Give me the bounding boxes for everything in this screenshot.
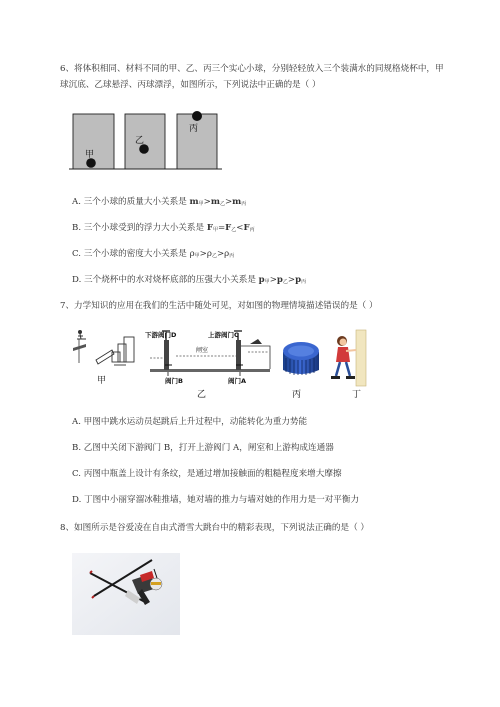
ball-bing-label: 丙 [189,124,199,134]
q7-stem-line1: 7、力学知识的应用在我们的生活中随处可见，对如图的物理情境描述错误的是（ ） [60,301,378,311]
q6-option-c[interactable]: C. 三个小球的密度大小关系是 ρ甲>ρ乙>ρ丙 [72,249,235,259]
q6-option-a[interactable]: A. 三个小球的质量大小关系是 m甲>m乙>m丙 [72,197,247,207]
gate-c-label: 上游阀门C [208,331,239,339]
q6-option-b[interactable]: B. 三个小球受到的浮力大小关系是 F甲=F乙<F丙 [72,223,255,233]
q7-option-a[interactable]: A. 甲图中跳水运动员起跳后上升过程中，动能转化为重力势能 [72,417,308,427]
lock-room-label: 闸室 [196,347,209,354]
gate-d-label: 下游阀门D [145,331,177,339]
valve-b-label: 阀门B [165,377,183,385]
ball-yi-label: 乙 [135,136,145,146]
fig-label-bing: 丙 [292,390,302,400]
fig-label-ding: 丁 [352,390,362,400]
q6-stem-line1: 6、将体积相同、材料不同的甲、乙、丙三个实心小球，分别轻轻放入三个装满水的同规格烧杯中，甲 [60,64,444,74]
q8-stem-line1: 8、如图所示是谷爱凌在自由式滑雪大跳台中的精彩表现，下列说法正确的是（ ） [60,523,369,533]
q7-option-d[interactable]: D. 丁图中小丽穿溜冰鞋推墙，她对墙的推力与墙对她的作用力是一对平衡力 [72,495,360,505]
valve-a-label: 阀门A [228,377,247,385]
q6-option-d[interactable]: D. 三个烧杯中的水对烧杯底部的压强大小关系是 p甲>p乙>p丙 [72,275,307,285]
ball-jia-label: 甲 [85,150,95,160]
q6-stem-line2: 球沉底、乙球悬浮、丙球漂浮，如图所示，下列说法中正确的是（ ） [60,80,321,90]
q7-option-c[interactable]: C. 丙图中瓶盖上设计有条纹，是通过增加接触面的粗糙程度来增大摩擦 [72,469,342,479]
fig-label-yi: 乙 [197,390,207,400]
q7-option-b[interactable]: B. 乙图中关闭下游阀门 B，打开上游阀门 A，闸室和上游构成连通器 [72,443,334,453]
fig-label-jia: 甲 [97,376,107,386]
